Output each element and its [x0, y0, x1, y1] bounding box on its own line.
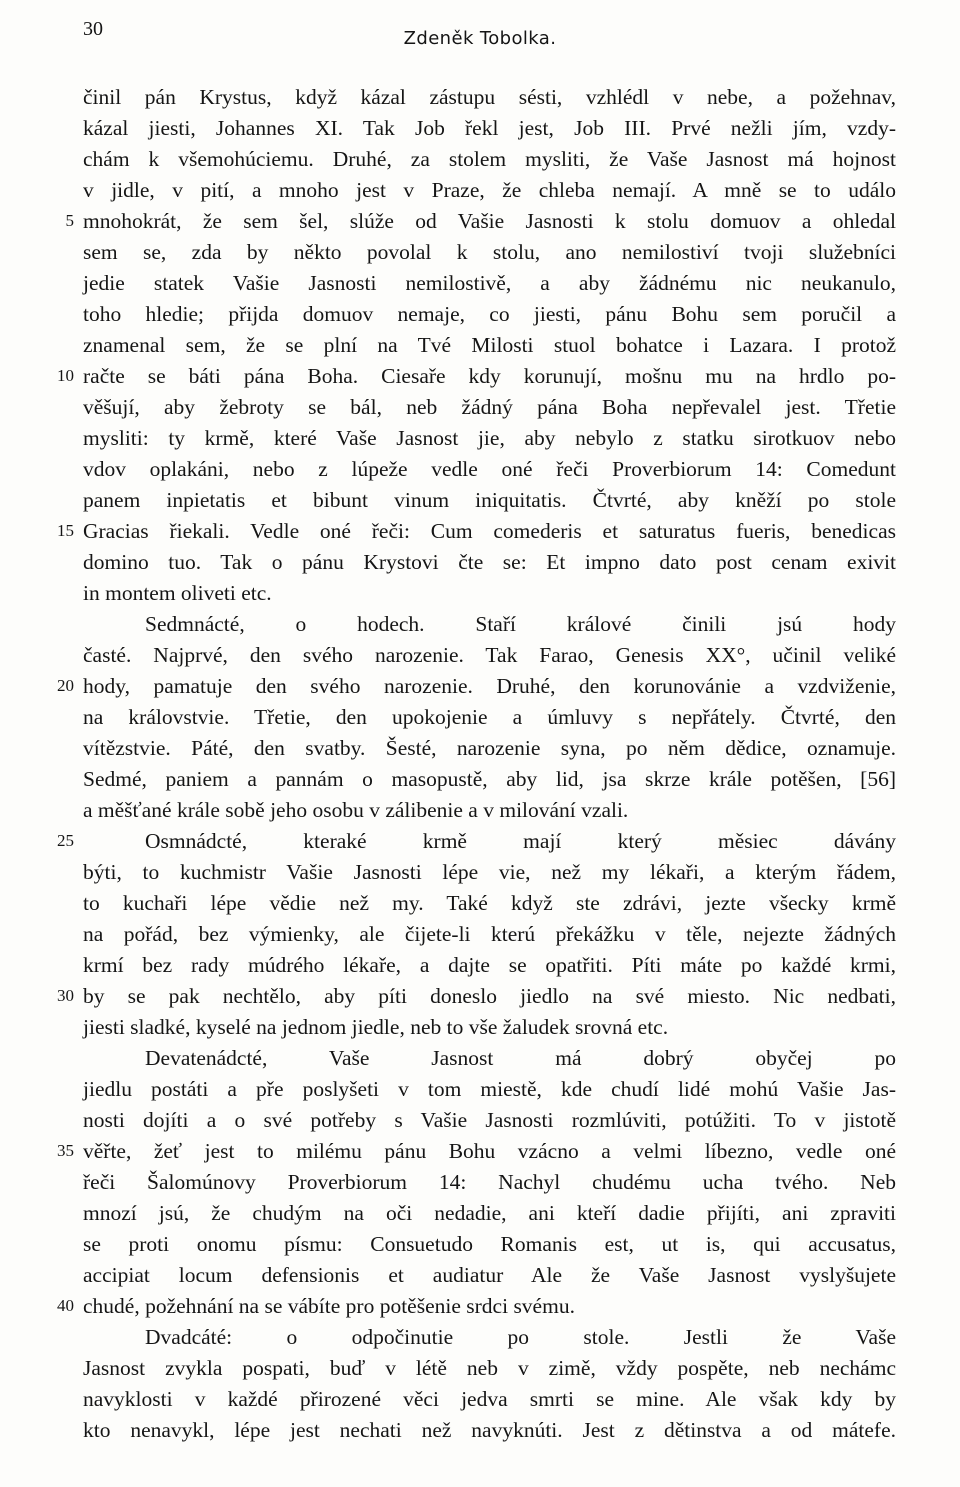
text-line: račte se báti pána Boha. Ciesaře kdy korunují, mošnu mu na hrdlo po- — [83, 364, 896, 388]
text-line: navyklosti v každé přirozené věci jedva smrti se mine. Ale však kdy by — [83, 1387, 896, 1411]
section-heading-line: Osmnádcté, kteraké krmě mají který měsiec dávány — [145, 829, 896, 853]
text-line: domino tuo. Tak o pánu Krystovi čte se: Et impno dato post cenam exivit — [83, 550, 896, 574]
line-number: 40 — [57, 1296, 74, 1315]
text-line: mysliti: ty krmě, které Vaše Jasnost jie, aby nebylo z statku sirotkuov nebo — [83, 426, 896, 450]
text-line: kto nenavykl, lépe jest nechati než navyknúti. Jest z dětinstva a od mátefe. — [83, 1418, 896, 1442]
running-head: Zdeněk Tobolka. — [403, 28, 557, 49]
text-line: kázal jiesti, Johannes XI. Tak Job řekl jest, Job III. Prvé nežli jím, vzdy- — [83, 116, 896, 140]
text-line: to kuchaři lépe vědie než my. Také když ste zdrávi, jezte všecky krmě — [83, 891, 896, 915]
line-number: 20 — [57, 676, 74, 695]
text-line: mnozí jsú, že chudým na oči nedadie, ani kteří dadie přijíti, ani zpraviti — [83, 1201, 896, 1225]
page-number: 30 — [83, 18, 103, 40]
line-number: 15 — [57, 521, 74, 540]
text-line: vítězstvie. Páté, den svatby. Šesté, narozenie syna, po něm dědice, oznamuje. — [83, 736, 896, 760]
text-line: mnohokrát, že sem šel, slúže od Vašie Jasnosti k stolu domuov a ohledal — [83, 209, 896, 233]
line-number: 35 — [57, 1141, 74, 1160]
text-line: in montem oliveti etc. — [83, 581, 272, 605]
text-line: nosti dojíti a o své potřeby s Vašie Jasnosti rozmlúviti, potúžiti. To v jistotě — [83, 1108, 896, 1132]
text-line: jedie statek Vašie Jasnosti nemilostivě, a aby žádnému nic neukanulo, — [83, 271, 896, 295]
text-line: a měšťané krále sobě jeho osobu v zálibenie a v milování vzali. — [83, 798, 629, 822]
text-line: Gracias řiekali. Vedle oné řeči: Cum comederis et saturatus fueris, benedicas — [83, 519, 896, 543]
line-number: 10 — [57, 366, 74, 385]
line-number: 5 — [65, 211, 74, 230]
line-number: 30 — [57, 986, 74, 1005]
text-line: panem inpietatis et bibunt vinum iniquitatis. Čtvrté, aby kněží po stole — [83, 488, 896, 512]
page-header — [0, 14, 960, 54]
text-line: toho hledie; přijda domuov nemaje, co jiesti, pánu Bohu sem poručil a — [83, 302, 896, 326]
section-heading-line: Sedmnácté, o hodech. Staří králové činili jsú hody — [145, 612, 896, 636]
text-line: býti, to kuchmistr Vašie Jasnosti lépe vie, než my lékaři, a kterým řádem, — [83, 860, 896, 884]
text-line: chudé, požehnání na se vábíte pro potěšenie srdci svému. — [83, 1294, 575, 1318]
text-line: sem se, zda by někto povolal k stolu, ano nemilostiví tvoji služebníci — [83, 240, 896, 264]
section-heading-line: Devatenádcté, Vaše Jasnost má dobrý obyčej po — [145, 1046, 896, 1070]
text-line: v jidle, v pití, a mnoho jest v Praze, že chleba nemají. A mně se to událo — [83, 178, 896, 202]
text-line: chám k všemohúciemu. Druhé, za stolem mysliti, že Vaše Jasnost má hojnost — [83, 147, 896, 171]
text-line: činil pán Krystus, když kázal zástupu sésti, vzhlédl v nebe, a požehnav, — [83, 85, 896, 109]
text-line: Sedmé, paniem a pannám o masopustě, aby lid, jsa skrze krále potěšen, [56] — [83, 767, 896, 791]
text-line: Jasnost zvykla pospati, buď v létě neb v zimě, vždy pospěte, neb nechámc — [83, 1356, 896, 1380]
text-line: na královstvie. Třetie, den upokojenie a úmluvy s nepřátely. Čtvrté, den — [83, 705, 896, 729]
text-line: věřte, žeť jest to milému pánu Bohu vzácno a velmi líbezno, vedle oné — [83, 1139, 896, 1163]
text-line: by se pak nechtělo, aby píti doneslo jiedlo na své miesto. Nic nedbati, — [83, 984, 896, 1008]
section-heading-line: Dvadcáté: o odpočinutie po stole. Jestli že Vaše — [145, 1325, 896, 1349]
text-line: vdov oplakáni, nebo z lúpeže vedle oné řeči Proverbiorum 14: Comedunt — [83, 457, 896, 481]
text-line: řeči Šalomúnovy Proverbiorum 14: Nachyl chudému ucha tvého. Neb — [83, 1170, 896, 1194]
text-line: věšují, aby žebroty se bál, neb žádný pána Boha nepřevalel jest. Třetie — [83, 395, 896, 419]
text-line: krmí bez rady múdrého lékaře, a dajte se opatřiti. Píti máte po každé krmi, — [83, 953, 896, 977]
line-number: 25 — [57, 831, 74, 850]
text-line: jiesti sladké, kyselé na jednom jiedle, neb to vše žaludek srovná etc. — [83, 1015, 669, 1039]
text-line: znamenal sem, že se plní na Tvé Milosti stuol bohatce i Lazara. I protož — [83, 333, 896, 357]
text-line: accipiat locum defensionis et audiatur Ale že Vaše Jasnost vyslyšujete — [83, 1263, 896, 1287]
text-line: časté. Najprvé, den svého narozenie. Tak Farao, Genesis XX°, učinil veliké — [83, 643, 896, 667]
text-line: jiedlu postáti a pře poslyšeti v tom miestě, kde chudí lidé mohú Vašie Jas- — [83, 1077, 896, 1101]
text-line: na pořád, bez výmienky, ale čijete-li kterú překážku v těle, nejezte žádných — [83, 922, 896, 946]
text-line: hody, pamatuje den svého narozenie. Druhé, den korunovánie a vzdviženie, — [83, 674, 896, 698]
text-line: se proti onomu písmu: Consuetudo Romanis est, ut is, qui accusatus, — [83, 1232, 896, 1256]
